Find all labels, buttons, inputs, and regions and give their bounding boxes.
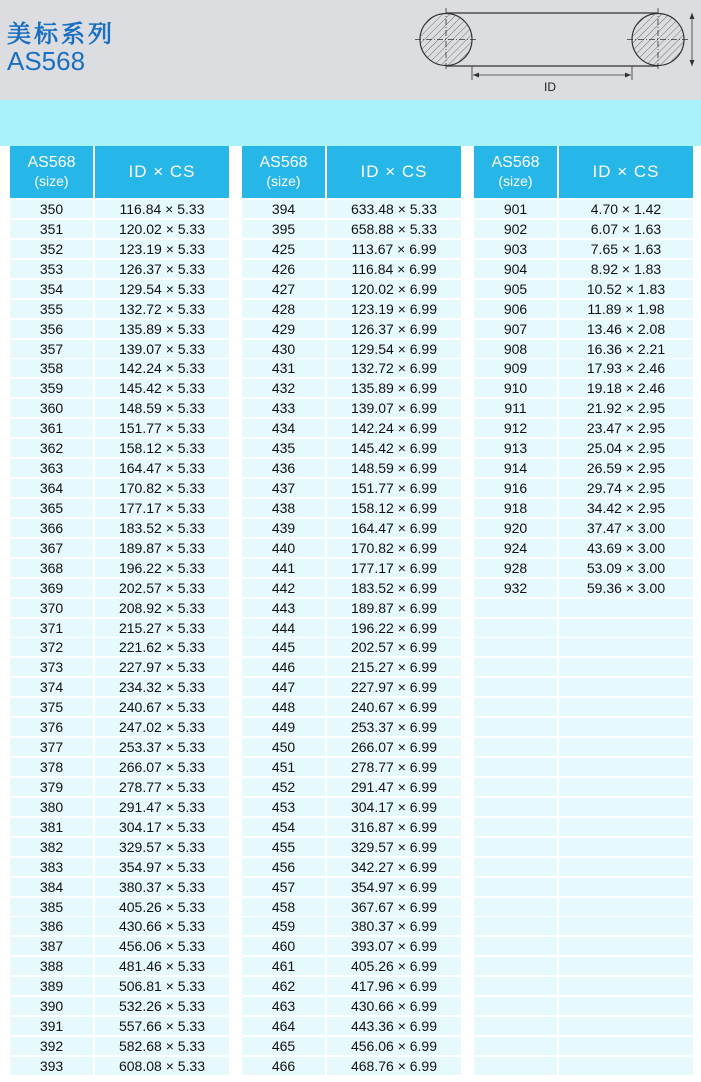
dimension-cell: 405.26 × 5.33 <box>95 898 229 916</box>
dimension-cell: 170.82 × 5.33 <box>95 479 229 497</box>
size-cell: 363 <box>10 459 93 477</box>
dimension-cell: 139.07 × 5.33 <box>95 340 229 358</box>
size-cell: 351 <box>10 220 93 238</box>
dimension-cell: 183.52 × 6.99 <box>327 579 461 597</box>
size-cell: 394 <box>242 200 325 218</box>
size-cell: 431 <box>242 359 325 377</box>
size-cell <box>474 778 557 796</box>
dimension-cell: 13.46 × 2.08 <box>559 320 693 338</box>
size-cell: 375 <box>10 698 93 716</box>
size-cell: 370 <box>10 599 93 617</box>
dimension-cell: 164.47 × 5.33 <box>95 459 229 477</box>
dimension-cell: 53.09 × 3.00 <box>559 559 693 577</box>
dimension-cell: 658.88 × 5.33 <box>327 220 461 238</box>
dimension-cell: 116.84 × 5.33 <box>95 200 229 218</box>
dimension-cell: 354.97 × 6.99 <box>327 878 461 896</box>
dimension-cell: 367.67 × 6.99 <box>327 898 461 916</box>
dimension-cell <box>559 818 693 836</box>
size-cell: 369 <box>10 579 93 597</box>
size-cell: 354 <box>10 280 93 298</box>
dimension-cell: 380.37 × 6.99 <box>327 917 461 935</box>
size-cell: 358 <box>10 359 93 377</box>
size-cell: 388 <box>10 957 93 975</box>
dimension-cell: 26.59 × 2.95 <box>559 459 693 477</box>
size-cell: 462 <box>242 977 325 995</box>
size-cell: 447 <box>242 678 325 696</box>
o-ring-diagram <box>410 4 700 94</box>
size-cell: 390 <box>10 997 93 1015</box>
size-header-sublabel: (size) <box>34 173 69 189</box>
dimension-cell: 532.26 × 5.33 <box>95 997 229 1015</box>
size-cell <box>474 997 557 1015</box>
size-cell: 384 <box>10 878 93 896</box>
size-cell: 444 <box>242 619 325 637</box>
size-cell: 433 <box>242 399 325 417</box>
size-cell: 456 <box>242 858 325 876</box>
size-cell <box>474 758 557 776</box>
size-cell: 359 <box>10 379 93 397</box>
dimension-cell: 37.47 × 3.00 <box>559 519 693 537</box>
size-cell: 453 <box>242 798 325 816</box>
dimension-cell: 227.97 × 5.33 <box>95 658 229 676</box>
accent-band <box>0 100 701 146</box>
dimension-cell: 196.22 × 5.33 <box>95 559 229 577</box>
dimension-cell: 151.77 × 5.33 <box>95 419 229 437</box>
size-cell: 386 <box>10 917 93 935</box>
dimension-cell: 113.67 × 6.99 <box>327 240 461 258</box>
dimension-cell <box>559 738 693 756</box>
size-cell: 465 <box>242 1037 325 1055</box>
size-cell: 427 <box>242 280 325 298</box>
size-cell: 909 <box>474 359 557 377</box>
dimension-cell: 291.47 × 5.33 <box>95 798 229 816</box>
dimension-cell: 266.07 × 5.33 <box>95 758 229 776</box>
dimension-cell: 227.97 × 6.99 <box>327 678 461 696</box>
dimension-cell <box>559 638 693 656</box>
dimension-cell: 17.93 × 2.46 <box>559 359 693 377</box>
dimension-cell: 7.65 × 1.63 <box>559 240 693 258</box>
dimension-cell: 329.57 × 6.99 <box>327 838 461 856</box>
size-cell: 910 <box>474 379 557 397</box>
dimension-cell: 215.27 × 5.33 <box>95 619 229 637</box>
size-cell: 435 <box>242 439 325 457</box>
dimension-cell: 240.67 × 5.33 <box>95 698 229 716</box>
size-cell: 904 <box>474 260 557 278</box>
size-cell: 907 <box>474 320 557 338</box>
size-cell: 932 <box>474 579 557 597</box>
size-cell: 908 <box>474 340 557 358</box>
dimension-cell: 380.37 × 5.33 <box>95 878 229 896</box>
dimension-cell: 468.76 × 6.99 <box>327 1057 461 1075</box>
size-cell: 367 <box>10 539 93 557</box>
dimension-cell: 456.06 × 6.99 <box>327 1037 461 1055</box>
dimension-cell: 189.87 × 5.33 <box>95 539 229 557</box>
size-cell: 448 <box>242 698 325 716</box>
size-cell: 451 <box>242 758 325 776</box>
size-cell: 372 <box>10 638 93 656</box>
dimension-cell: 21.92 × 2.95 <box>559 399 693 417</box>
size-cell: 443 <box>242 599 325 617</box>
dimension-cell: 316.87 × 6.99 <box>327 818 461 836</box>
size-cell: 916 <box>474 479 557 497</box>
dimension-cell: 221.62 × 5.33 <box>95 638 229 656</box>
dimension-cell: 164.47 × 6.99 <box>327 519 461 537</box>
dimension-cell: 291.47 × 6.99 <box>327 778 461 796</box>
size-cell: 380 <box>10 798 93 816</box>
dimension-column-header: ID × CS <box>95 146 229 198</box>
size-cell: 918 <box>474 499 557 517</box>
dimension-cell: 23.47 × 2.95 <box>559 419 693 437</box>
size-cell: 905 <box>474 280 557 298</box>
size-cell <box>474 1017 557 1035</box>
dimension-cell: 342.27 × 6.99 <box>327 858 461 876</box>
dimension-cell: 633.48 × 5.33 <box>327 200 461 218</box>
dimension-cell: 120.02 × 6.99 <box>327 280 461 298</box>
size-cell <box>474 619 557 637</box>
size-cell <box>474 798 557 816</box>
dimension-cell: 177.17 × 6.99 <box>327 559 461 577</box>
size-header-label: AS568 <box>259 154 308 171</box>
dimension-cell: 4.70 × 1.42 <box>559 200 693 218</box>
title-chinese: 美标系列 <box>7 20 115 48</box>
dimension-cell: 148.59 × 6.99 <box>327 459 461 477</box>
page-header <box>0 0 701 100</box>
size-cell: 366 <box>10 519 93 537</box>
dimension-cell: 126.37 × 5.33 <box>95 260 229 278</box>
dimension-cell: 582.68 × 5.33 <box>95 1037 229 1055</box>
size-cell: 395 <box>242 220 325 238</box>
size-header-sublabel: (size) <box>266 173 301 189</box>
size-cell: 924 <box>474 539 557 557</box>
dimension-cell: 145.42 × 5.33 <box>95 379 229 397</box>
size-cell <box>474 698 557 716</box>
size-cell <box>474 898 557 916</box>
dimension-cell: 151.77 × 6.99 <box>327 479 461 497</box>
dimension-cell: 354.97 × 5.33 <box>95 858 229 876</box>
dimension-cell: 116.84 × 6.99 <box>327 260 461 278</box>
size-cell <box>474 937 557 955</box>
dimension-cell: 430.66 × 6.99 <box>327 997 461 1015</box>
dimension-cell <box>559 1057 693 1075</box>
dimension-cell: 123.19 × 5.33 <box>95 240 229 258</box>
size-cell: 439 <box>242 519 325 537</box>
dimension-cell <box>559 937 693 955</box>
size-cell: 381 <box>10 818 93 836</box>
size-cell: 913 <box>474 439 557 457</box>
dimension-cell: 6.07 × 1.63 <box>559 220 693 238</box>
size-cell <box>474 838 557 856</box>
dimension-cell: 132.72 × 6.99 <box>327 359 461 377</box>
dimension-cell: 43.69 × 3.00 <box>559 539 693 557</box>
size-cell: 450 <box>242 738 325 756</box>
dimension-cell: 120.02 × 5.33 <box>95 220 229 238</box>
size-cell <box>474 718 557 736</box>
size-cell: 378 <box>10 758 93 776</box>
dimension-cell: 34.42 × 2.95 <box>559 499 693 517</box>
dimension-cell: 126.37 × 6.99 <box>327 320 461 338</box>
size-cell: 911 <box>474 399 557 417</box>
dimension-cell: 196.22 × 6.99 <box>327 619 461 637</box>
size-cell: 426 <box>242 260 325 278</box>
dimension-cell <box>559 758 693 776</box>
size-cell: 437 <box>242 479 325 497</box>
size-cell: 389 <box>10 977 93 995</box>
size-cell: 376 <box>10 718 93 736</box>
size-cell <box>474 917 557 935</box>
dimension-cell: 393.07 × 6.99 <box>327 937 461 955</box>
size-cell <box>474 599 557 617</box>
dimension-cell: 278.77 × 5.33 <box>95 778 229 796</box>
dimension-cell: 443.36 × 6.99 <box>327 1017 461 1035</box>
dimension-cell: 135.89 × 5.33 <box>95 320 229 338</box>
size-cell: 368 <box>10 559 93 577</box>
size-cell <box>474 818 557 836</box>
size-cell: 385 <box>10 898 93 916</box>
dimension-cell: 608.08 × 5.33 <box>95 1057 229 1075</box>
size-cell: 374 <box>10 678 93 696</box>
dimension-cell: 189.87 × 6.99 <box>327 599 461 617</box>
size-cell: 446 <box>242 658 325 676</box>
size-cell: 459 <box>242 917 325 935</box>
dimension-cell <box>559 957 693 975</box>
dimension-cell: 417.96 × 6.99 <box>327 977 461 995</box>
size-cell: 356 <box>10 320 93 338</box>
size-cell: 355 <box>10 300 93 318</box>
size-cell: 449 <box>242 718 325 736</box>
size-cell: 432 <box>242 379 325 397</box>
size-header-sublabel: (size) <box>498 173 533 189</box>
dimension-cell <box>559 778 693 796</box>
size-cell: 912 <box>474 419 557 437</box>
dimension-cell: 506.81 × 5.33 <box>95 977 229 995</box>
dimension-cell <box>559 898 693 916</box>
size-cell <box>474 658 557 676</box>
dimension-cell: 139.07 × 6.99 <box>327 399 461 417</box>
size-cell: 429 <box>242 320 325 338</box>
dimension-cell: 177.17 × 5.33 <box>95 499 229 517</box>
size-cell: 393 <box>10 1057 93 1075</box>
size-cell: 441 <box>242 559 325 577</box>
size-cell: 901 <box>474 200 557 218</box>
size-cell: 365 <box>10 499 93 517</box>
dimension-cell: 132.72 × 5.33 <box>95 300 229 318</box>
size-cell: 387 <box>10 937 93 955</box>
size-cell: 382 <box>10 838 93 856</box>
size-cell: 906 <box>474 300 557 318</box>
size-cell: 430 <box>242 340 325 358</box>
dimension-cell: 304.17 × 6.99 <box>327 798 461 816</box>
dimension-cell: 135.89 × 6.99 <box>327 379 461 397</box>
size-cell <box>474 738 557 756</box>
title-standard: AS568 <box>7 46 86 76</box>
size-cell: 379 <box>10 778 93 796</box>
dimension-cell: 202.57 × 5.33 <box>95 579 229 597</box>
dimension-cell: 158.12 × 6.99 <box>327 499 461 517</box>
dimension-cell <box>559 997 693 1015</box>
dimension-cell: 481.46 × 5.33 <box>95 957 229 975</box>
dimension-column-header: ID × CS <box>327 146 461 198</box>
size-cell: 457 <box>242 878 325 896</box>
dimension-cell <box>559 658 693 676</box>
size-column-header <box>10 146 93 198</box>
size-cell: 362 <box>10 439 93 457</box>
dimension-cell <box>559 698 693 716</box>
dimension-cell <box>559 838 693 856</box>
dimension-cell: 148.59 × 5.33 <box>95 399 229 417</box>
dimension-cell: 11.89 × 1.98 <box>559 300 693 318</box>
size-header-label: AS568 <box>27 154 76 171</box>
dimension-cell: 304.17 × 5.33 <box>95 818 229 836</box>
dimension-cell: 142.24 × 5.33 <box>95 359 229 377</box>
dimension-cell: 329.57 × 5.33 <box>95 838 229 856</box>
size-cell: 434 <box>242 419 325 437</box>
dimension-cell: 123.19 × 6.99 <box>327 300 461 318</box>
size-cell <box>474 878 557 896</box>
size-cell: 428 <box>242 300 325 318</box>
size-cell: 425 <box>242 240 325 258</box>
size-cell: 364 <box>10 479 93 497</box>
size-cell: 373 <box>10 658 93 676</box>
dimension-cell <box>559 917 693 935</box>
size-cell: 440 <box>242 539 325 557</box>
dimension-cell: 16.36 × 2.21 <box>559 340 693 358</box>
dimension-cell <box>559 977 693 995</box>
size-cell: 452 <box>242 778 325 796</box>
dimension-cell: 129.54 × 5.33 <box>95 280 229 298</box>
id-dimension-label: ID <box>544 80 556 94</box>
size-cell: 371 <box>10 619 93 637</box>
size-cell: 350 <box>10 200 93 218</box>
size-cell: 920 <box>474 519 557 537</box>
size-cell: 391 <box>10 1017 93 1035</box>
size-cell: 463 <box>242 997 325 1015</box>
size-cell: 464 <box>242 1017 325 1035</box>
size-cell: 461 <box>242 957 325 975</box>
dimension-cell: 29.74 × 2.95 <box>559 479 693 497</box>
size-cell <box>474 957 557 975</box>
dimension-cell <box>559 1017 693 1035</box>
size-cell: 903 <box>474 240 557 258</box>
dimension-cell: 142.24 × 6.99 <box>327 419 461 437</box>
size-cell: 353 <box>10 260 93 278</box>
size-column-header <box>242 146 325 198</box>
size-cell: 466 <box>242 1057 325 1075</box>
size-cell: 438 <box>242 499 325 517</box>
size-cell: 455 <box>242 838 325 856</box>
dimension-cell: 10.52 × 1.83 <box>559 280 693 298</box>
size-cell: 914 <box>474 459 557 477</box>
dimension-cell: 405.26 × 6.99 <box>327 957 461 975</box>
dimension-cell: 266.07 × 6.99 <box>327 738 461 756</box>
dimension-cell: 253.37 × 5.33 <box>95 738 229 756</box>
dimension-cell: 234.32 × 5.33 <box>95 678 229 696</box>
dimension-cell: 456.06 × 5.33 <box>95 937 229 955</box>
size-cell <box>474 858 557 876</box>
dimension-cell <box>559 678 693 696</box>
size-cell: 357 <box>10 340 93 358</box>
size-cell: 392 <box>10 1037 93 1055</box>
size-cell: 902 <box>474 220 557 238</box>
dimension-cell: 202.57 × 6.99 <box>327 638 461 656</box>
dimension-cell: 253.37 × 6.99 <box>327 718 461 736</box>
dimension-cell: 170.82 × 6.99 <box>327 539 461 557</box>
size-cell: 442 <box>242 579 325 597</box>
dimension-cell: 215.27 × 6.99 <box>327 658 461 676</box>
dimension-cell: 158.12 × 5.33 <box>95 439 229 457</box>
dimension-cell: 59.36 × 3.00 <box>559 579 693 597</box>
dimension-cell <box>559 718 693 736</box>
dimension-cell: 247.02 × 5.33 <box>95 718 229 736</box>
size-cell: 445 <box>242 638 325 656</box>
dimension-cell: 240.67 × 6.99 <box>327 698 461 716</box>
dimension-cell: 278.77 × 6.99 <box>327 758 461 776</box>
size-cell: 458 <box>242 898 325 916</box>
size-cell <box>474 1057 557 1075</box>
size-header-label: AS568 <box>491 154 540 171</box>
dimension-column-header: ID × CS <box>559 146 693 198</box>
size-cell <box>474 1037 557 1055</box>
size-cell: 436 <box>242 459 325 477</box>
dimension-cell: 145.42 × 6.99 <box>327 439 461 457</box>
size-cell: 360 <box>10 399 93 417</box>
dimension-cell: 208.92 × 5.33 <box>95 599 229 617</box>
dimension-cell <box>559 1037 693 1055</box>
size-cell <box>474 977 557 995</box>
dimension-cell <box>559 619 693 637</box>
dimension-cell: 557.66 × 5.33 <box>95 1017 229 1035</box>
dimension-cell: 430.66 × 5.33 <box>95 917 229 935</box>
dimension-cell: 183.52 × 5.33 <box>95 519 229 537</box>
dimension-cell <box>559 878 693 896</box>
size-cell: 460 <box>242 937 325 955</box>
dimension-cell: 19.18 × 2.46 <box>559 379 693 397</box>
dimension-cell: 25.04 × 2.95 <box>559 439 693 457</box>
size-cell <box>474 638 557 656</box>
size-cell: 377 <box>10 738 93 756</box>
size-cell: 361 <box>10 419 93 437</box>
dimension-cell: 8.92 × 1.83 <box>559 260 693 278</box>
dimension-cell <box>559 798 693 816</box>
dimension-cell <box>559 858 693 876</box>
size-cell: 383 <box>10 858 93 876</box>
dimension-cell: 129.54 × 6.99 <box>327 340 461 358</box>
size-cell <box>474 678 557 696</box>
size-cell: 352 <box>10 240 93 258</box>
size-column-header <box>474 146 557 198</box>
size-cell: 454 <box>242 818 325 836</box>
size-cell: 928 <box>474 559 557 577</box>
dimension-cell <box>559 599 693 617</box>
